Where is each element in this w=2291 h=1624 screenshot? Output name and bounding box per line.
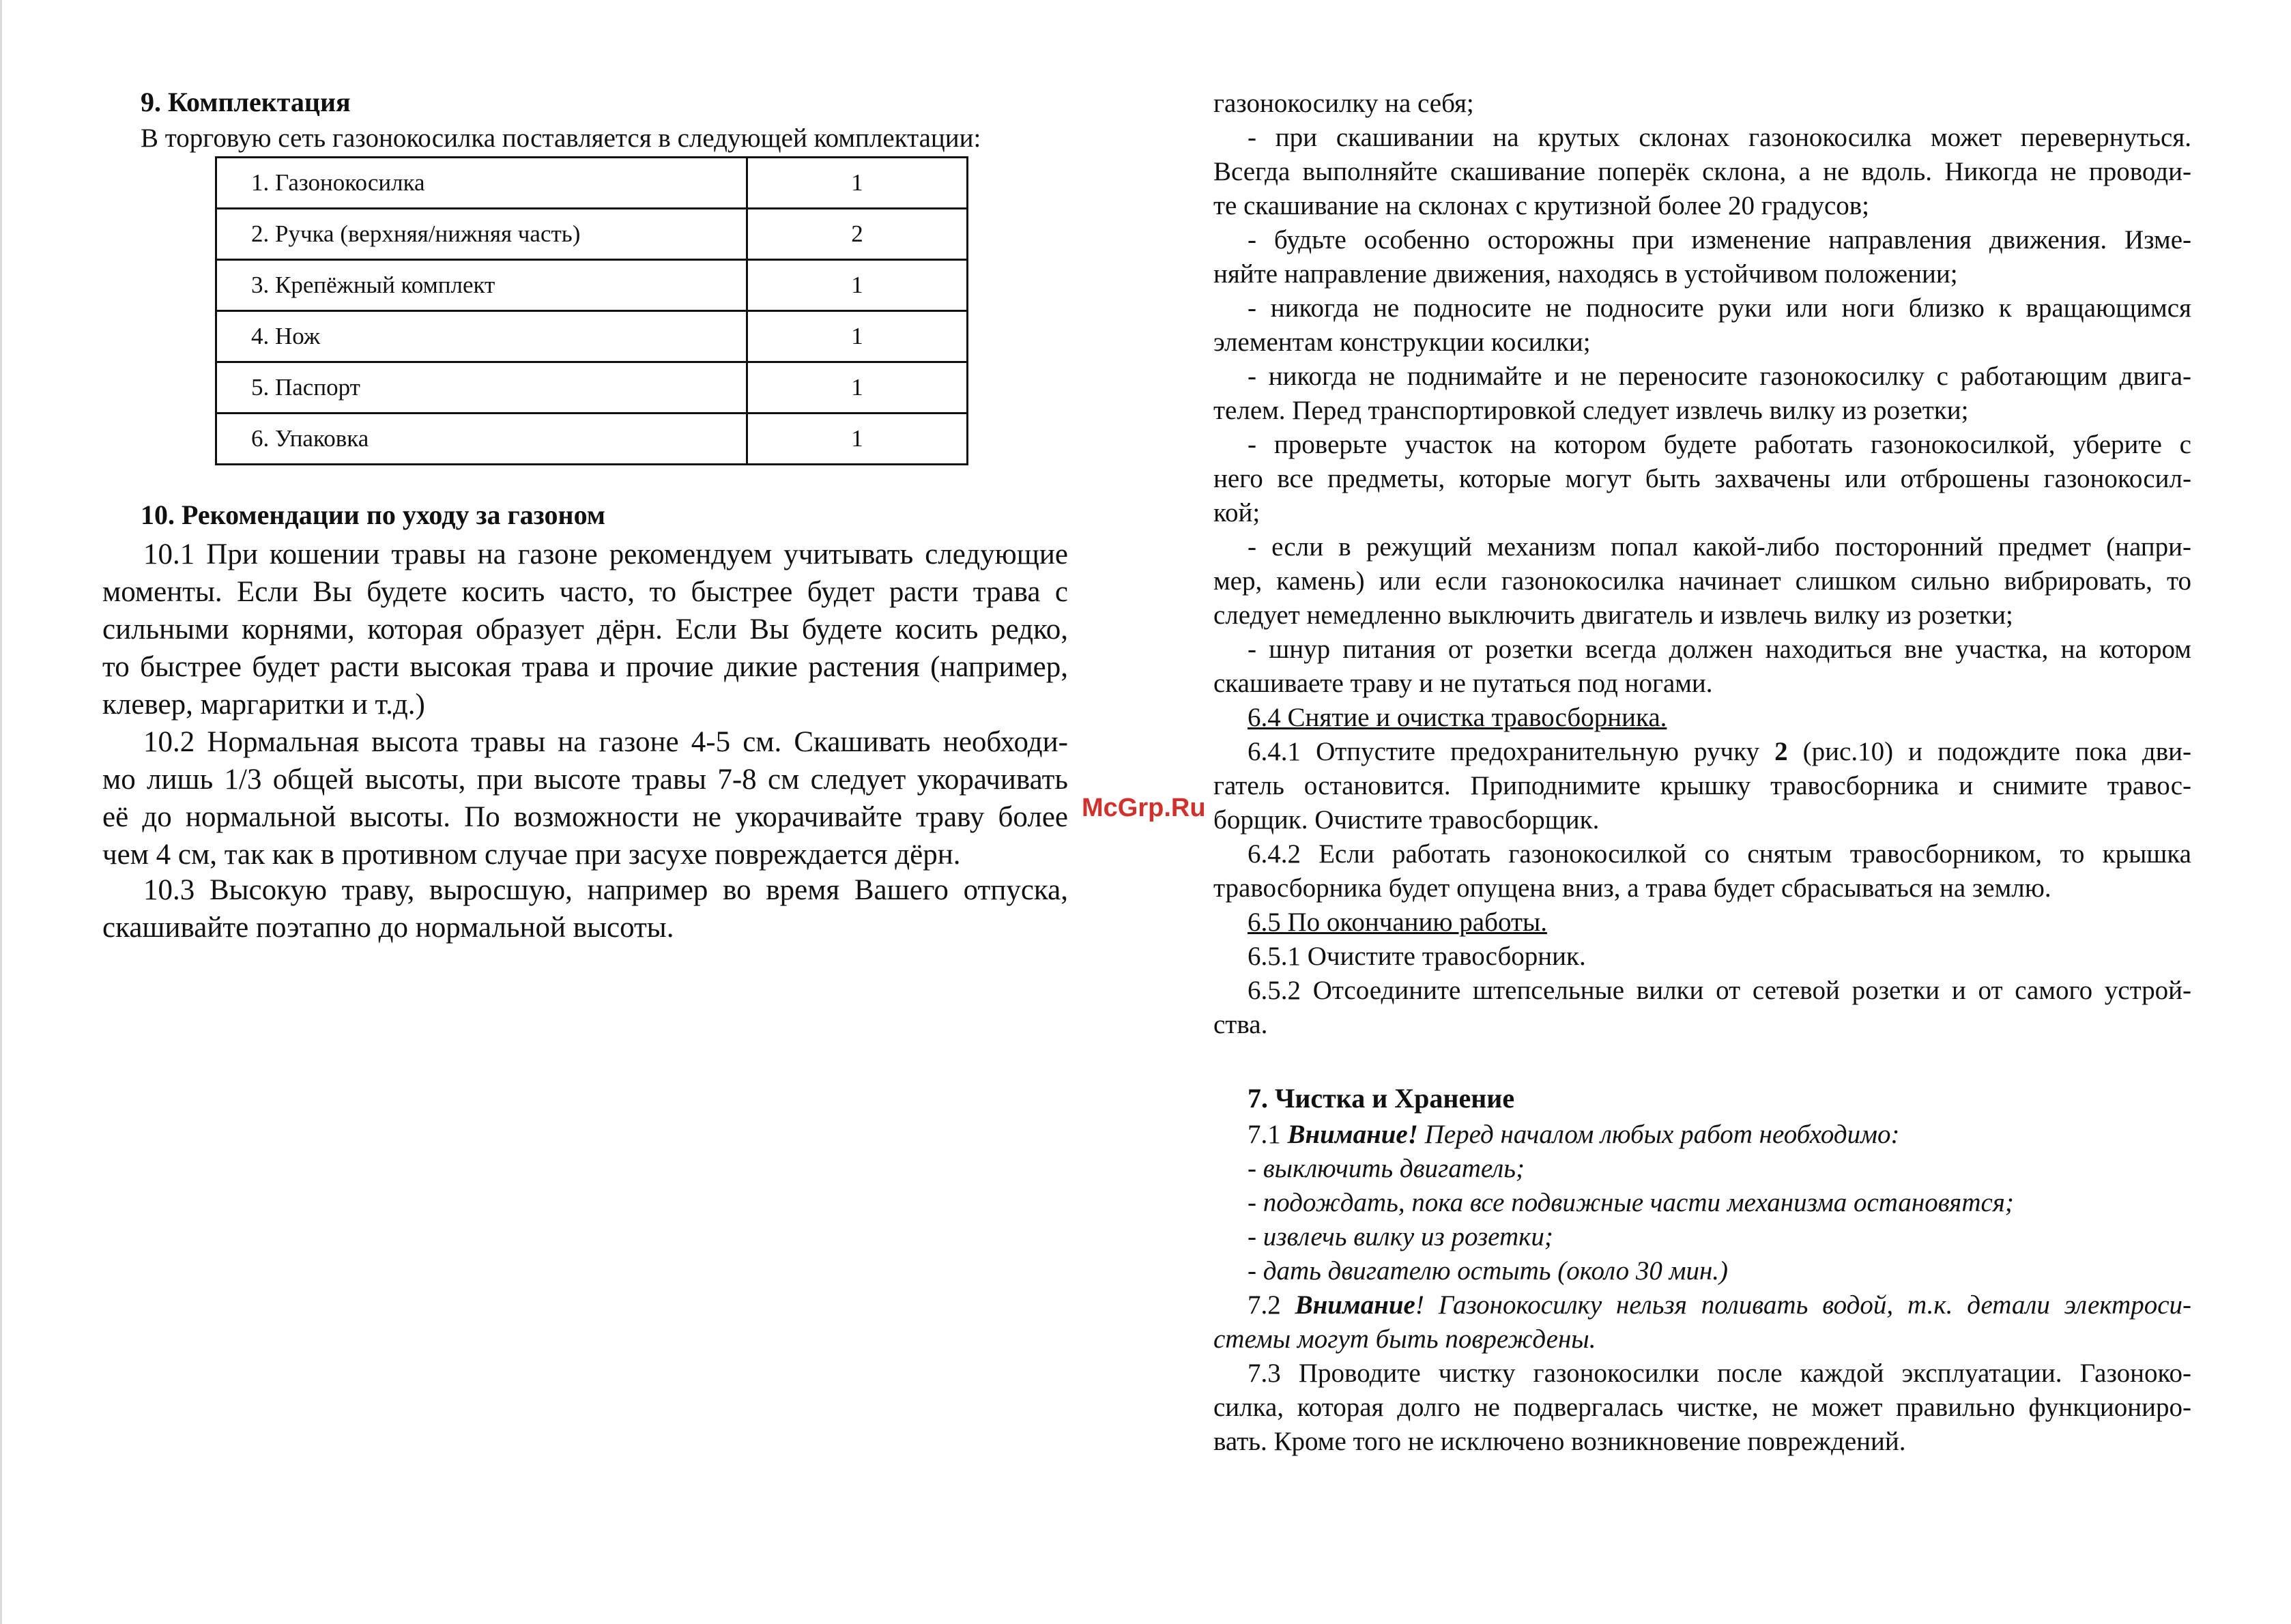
paragraph-line xyxy=(1248,1288,2191,1322)
paragraph-line: то быстрее будет расти высокая трава и прочие дикие растения (например, xyxy=(102,651,1068,683)
paragraph-line: элементам конструкции косилки; xyxy=(1213,328,1591,357)
paragraph-line xyxy=(1248,1118,1900,1152)
paragraph-line: клевер, маргаритки и т.д.) xyxy=(102,688,425,721)
text-span-bold: Внимание! xyxy=(1287,1120,1418,1149)
section-9-intro: В торговую сеть газонокосилка поставляется в следующей комплектации: xyxy=(141,124,981,153)
table-cell-item: 1. Газонокосилка xyxy=(216,158,747,209)
table-row xyxy=(216,311,968,362)
subsection-6-4-title: 6.4 Снятие и очистка травосборника. xyxy=(1248,703,1667,732)
paragraph-line: травосборника будет опущена вниз, а трава будет сбрасываться на землю. xyxy=(1213,873,2051,903)
section-9-title: 9. Комплектация xyxy=(141,87,351,117)
paragraph-line: гатель остановится. Приподнимите крышку травосборника и снимите травос- xyxy=(1213,771,2191,800)
paragraph-line: - проверьте участок на котором будете работать газонокосилкой, уберите с xyxy=(1248,430,2191,459)
paragraph-line: 10.2 Нормальная высота травы на газоне 4-5 см. Скашивать необходи- xyxy=(143,726,1068,758)
paragraph-line: 6.5.2 Отсоедините штепсельные вилки от сетевой розетки и от самого устрой- xyxy=(1248,976,2191,1005)
package-contents-table xyxy=(215,156,968,465)
table-cell-qty: 1 xyxy=(747,158,968,209)
paragraph-line: борщик. Очистите травосборщик. xyxy=(1213,805,1600,835)
table-cell-item: 2. Ручка (верхняя/нижняя часть) xyxy=(216,209,747,260)
table-cell-qty: 1 xyxy=(747,311,968,362)
text-span: 7.1 xyxy=(1248,1120,1288,1149)
paragraph-line: Всегда выполняйте скашивание поперёк склона, а не вдоль. Никогда не проводи- xyxy=(1213,157,2191,186)
section-10-title: 10. Рекомендации по уходу за газоном xyxy=(141,499,606,530)
paragraph-line: кой; xyxy=(1213,498,1260,527)
paragraph-line: него все предметы, которые могут быть захвачены или отброшены газонокосил- xyxy=(1213,464,2191,493)
paragraph-line: скашиваете траву и не путаться под ногами. xyxy=(1213,669,1713,698)
table-row xyxy=(216,158,968,209)
text-span-italic: ! Газонокосилку нельзя поливать водой, т.к. детали электроси- xyxy=(1415,1290,2191,1320)
paragraph-line: - шнур питания от розетки всегда должен находиться вне участка, на котором xyxy=(1248,635,2191,664)
paragraph-line: 10.1 При кошении травы на газоне рекомендуем учитывать следующие xyxy=(143,538,1068,570)
table-cell-item: 4. Нож xyxy=(216,311,747,362)
paragraph-line: сильными корнями, которая образует дёрн. Если Вы будете косить редко, xyxy=(102,613,1068,646)
paragraph-line xyxy=(1248,735,2191,769)
table-row xyxy=(216,414,968,465)
table-cell-qty: 1 xyxy=(747,260,968,311)
paragraph-line: её до нормальной высоты. По возможности не укорачивайте траву более xyxy=(102,801,1068,833)
table-cell-qty: 2 xyxy=(747,209,968,260)
paragraph-line: те скашивание на склонах с крутизной более 20 градусов; xyxy=(1213,191,1870,220)
bullet-line: - дать двигателю остыть (около 30 мин.) xyxy=(1248,1256,1729,1286)
paragraph-line: 6.5.1 Очистите травосборник. xyxy=(1248,942,1586,971)
table-cell-item: 6. Упаковка xyxy=(216,414,747,465)
paragraph-line: вать. Кроме того не исключено возникновение повреждений. xyxy=(1213,1427,1906,1456)
paragraph-line: мо лишь 1/3 общей высоты, при высоте травы 7-8 см следует укорачивать xyxy=(102,764,1068,796)
paragraph-line: стемы могут быть повреждены. xyxy=(1213,1324,1596,1354)
watermark-logo: McGrp.Ru xyxy=(1082,794,1206,822)
paragraph-line: мер, камень) или если газонокосилка начинает слишком сильно вибрировать, то xyxy=(1213,566,2191,596)
paragraph-line: - при скашивании на крутых склонах газонокосилка может перевернуться. xyxy=(1248,123,2191,152)
bullet-line: - подождать, пока все подвижные части механизма остановятся; xyxy=(1248,1188,2014,1217)
paragraph-line: силка, которая долго не подвергалась чистке, не может правильно функциониро- xyxy=(1213,1393,2191,1422)
text-span-bold: Внимание xyxy=(1295,1290,1415,1320)
paragraph-line: - никогда не подносите не подносите руки или ноги близко к вращающимся xyxy=(1248,293,2191,323)
table-cell-item: 3. Крепёжный комплект xyxy=(216,260,747,311)
paragraph-line: телем. Перед транспортировкой следует извлечь вилку из розетки; xyxy=(1213,396,1969,425)
paragraph-line: 6.4.2 Если работать газонокосилкой со снятым травосборником, то крышка xyxy=(1248,839,2191,869)
table-cell-qty: 1 xyxy=(747,362,968,414)
table-row xyxy=(216,260,968,311)
paragraph-line: - если в режущий механизм попал какой-либо посторонний предмет (напри- xyxy=(1248,532,2191,562)
paragraph-line: няйте направление движения, находясь в устойчивом положении; xyxy=(1213,259,1958,289)
paragraph-line: чем 4 см, так как в противном случае при засухе повреждается дёрн. xyxy=(102,839,961,871)
table-cell-item: 5. Паспорт xyxy=(216,362,747,414)
subsection-6-5-title: 6.5 По окончанию работы. xyxy=(1248,908,1547,937)
paragraph-line: ства. xyxy=(1213,1010,1268,1039)
paragraph-line: скашивайте поэтапно до нормальной высоты. xyxy=(102,912,674,944)
table-row xyxy=(216,209,968,260)
paragraph-line: - никогда не поднимайте и не переносите газонокосилку с работающим двига- xyxy=(1248,362,2191,391)
page-edge xyxy=(0,0,2,1624)
bullet-line: - выключить двигатель; xyxy=(1248,1154,1525,1183)
text-span-italic: Перед началом любых работ необходимо: xyxy=(1417,1120,1900,1149)
text-span-bold: 2 xyxy=(1774,737,1788,766)
text-span: (рис.10) и подождите пока дви- xyxy=(1787,737,2191,766)
paragraph-line: следует немедленно выключить двигатель и извлечь вилку из розетки; xyxy=(1213,600,2013,630)
text-span: 6.4.1 Отпустите предохранительную ручку xyxy=(1248,737,1775,766)
paragraph-line: 10.3 Высокую траву, выросшую, например во время Вашего отпуска, xyxy=(143,874,1068,906)
text-span: 7.2 xyxy=(1248,1290,1295,1320)
paragraph-line: 7.3 Проводите чистку газонокосилки после каждой эксплуатации. Газоноко- xyxy=(1248,1359,2191,1388)
section-7-title: 7. Чистка и Хранение xyxy=(1248,1083,1515,1114)
table-cell-qty: 1 xyxy=(747,414,968,465)
paragraph-line: моменты. Если Вы будете косить часто, то быстрее будет расти трава с xyxy=(102,576,1068,608)
paragraph-line: - будьте особенно осторожны при изменение направления движения. Изме- xyxy=(1248,225,2191,255)
paragraph-line: газонокосилку на себя; xyxy=(1213,89,1474,118)
bullet-line: - извлечь вилку из розетки; xyxy=(1248,1222,1553,1251)
table-row xyxy=(216,362,968,414)
